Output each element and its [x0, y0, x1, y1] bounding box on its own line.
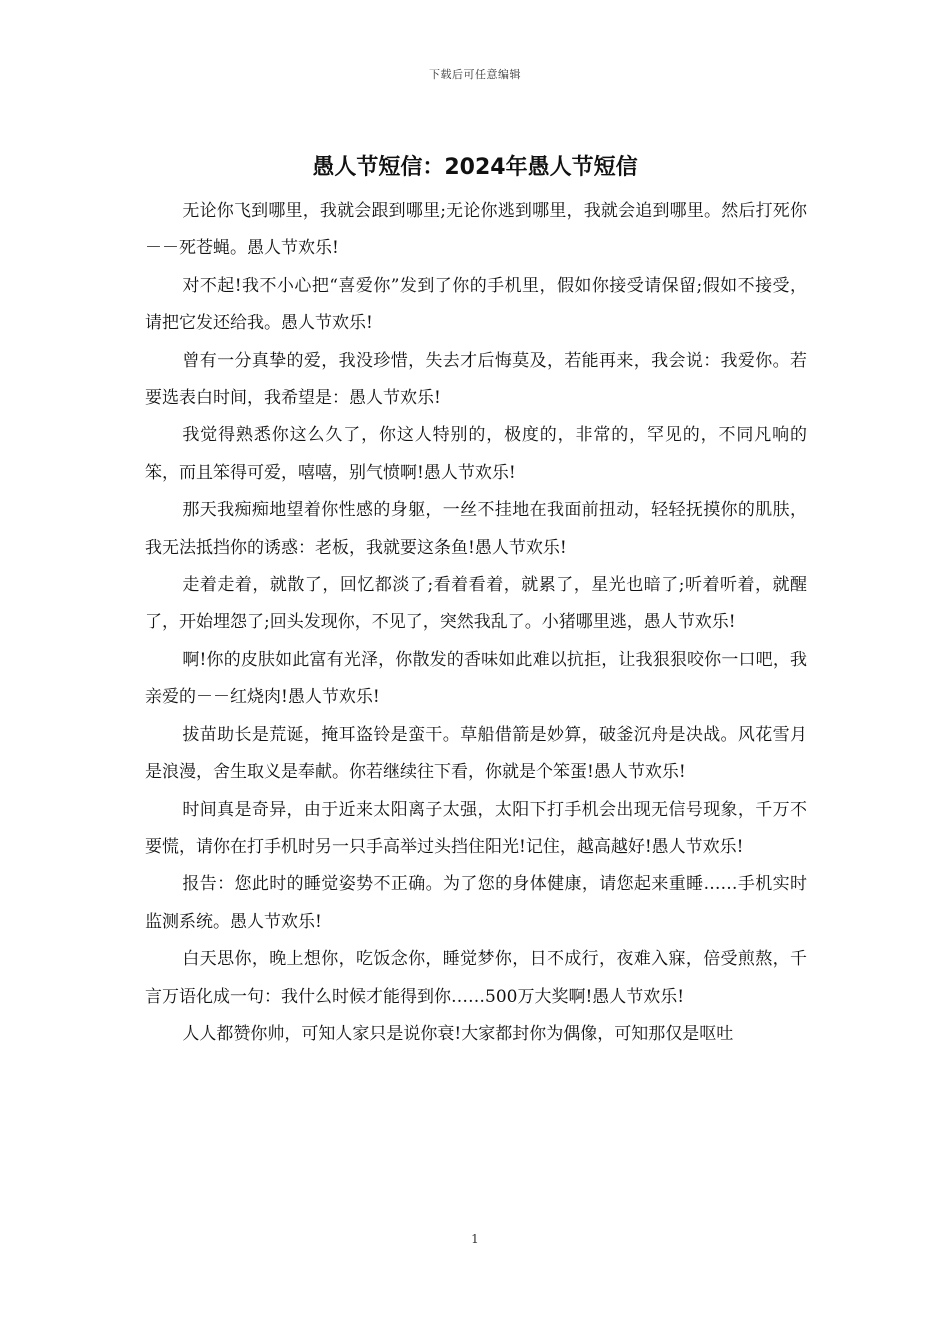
paragraph: 对不起!我不小心把“喜爱你”发到了你的手机里，假如你接受请保留;假如不接受，请把它发还给我。愚人节欢乐! — [145, 275, 807, 334]
paragraph: 人人都赞你帅，可知人家只是说你衰!大家都封你为偶像，可知那仅是呕吐 — [182, 1023, 734, 1044]
paragraph: 走着走着，就散了，回忆都淡了;看着看着，就累了，星光也暗了;听着听着，就醒了，开始埋怨了;回头发现你，不见了，突然我乱了。小猪哪里逃，愚人节欢乐! — [145, 575, 807, 633]
paragraph: 那天我痴痴地望着你性感的身躯，一丝不挂地在我面前扭动，轻轻抚摸你的肌肤，我无法抵挡你的诱惑：老板，我就要这条鱼!愚人节欢乐! — [145, 500, 807, 558]
paragraph: 报告：您此时的睡觉姿势不正确。为了您的身体健康，请您起来重睡……手机实时监测系统。愚人节欢乐! — [145, 874, 807, 932]
paragraph: 我觉得熟悉你这么久了，你这人特别的，极度的，非常的，罕见的，不同凡响的笨，而且笨得可爱，嘻嘻，别气愤啊!愚人节欢乐! — [145, 425, 807, 483]
document-title: 愚人节短信：2024年愚人节短信 — [312, 155, 638, 180]
paragraph: 拔苗助长是荒诞，掩耳盗铃是蛮干。草船借箭是妙算，破釜沉舟是决战。风花雪月是浪漫，舍生取义是奉献。你若继续往下看，你就是个笨蛋!愚人节欢乐! — [145, 724, 807, 783]
paragraph: 时间真是奇异，由于近来太阳离子太强，太阳下打手机会出现无信号现象，千万不要慌，请你在打手机时另一只手高举过头挡住阳光!记住，越高越好!愚人节欢乐! — [145, 799, 807, 857]
paragraph: 啊!你的皮肤如此富有光泽，你散发的香味如此难以抗拒，让我狠狠咬你一口吧，我亲爱的－－红烧肉!愚人节欢乐! — [145, 649, 807, 708]
paragraph: 无论你飞到哪里，我就会跟到哪里;无论你逃到哪里，我就会追到哪里。然后打死你－－死苍蝇。愚人节欢乐! — [145, 201, 807, 259]
paragraph: 白天思你，晚上想你，吃饭念你，睡觉梦你，日不成行，夜难入寐，倍受煎熬，千言万语化成一句：我什么时候才能得到你……500万大奖啊!愚人节欢乐! — [145, 949, 807, 1007]
paragraph: 曾有一分真挚的爱，我没珍惜，失去才后悔莫及，若能再来，我会说：我爱你。若要选表白时间，我希望是：愚人节欢乐! — [145, 350, 807, 409]
document-body — [145, 193, 807, 1053]
page-number: 1 — [471, 1232, 479, 1246]
page-header: 下载后可任意编辑 — [429, 68, 521, 81]
